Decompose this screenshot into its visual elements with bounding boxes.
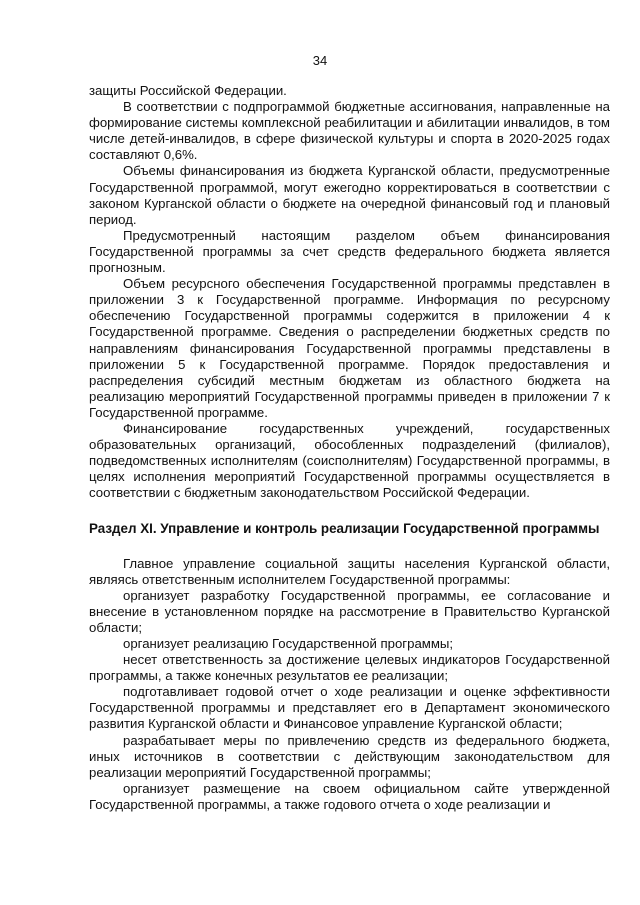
paragraph: организует размещение на своем официальном сайте утвержденной Государственной программы, а также годового отчета о ходе реализации и bbox=[89, 780, 610, 812]
paragraph: В соответствии с подпрограммой бюджетные ассигнования, направленные на формирование системы комплексной реабилитации и абилитации инвалидов, в том числе детей-инвалидов, в сфере физической культуры и спорта в 2020-2025 годах составляют 0,6%. bbox=[89, 99, 610, 163]
page-number: 34 bbox=[312, 53, 328, 68]
paragraph: Главное управление социальной защиты населения Курганской области, являясь ответственным исполнителем Государственной программы: bbox=[89, 555, 610, 587]
paragraph: подготавливает годовой отчет о ходе реализации и оценке эффективности Государственной программы и представляет его в Департамент экономического развития Курганской области и Финансовое управление Курганской области; bbox=[89, 684, 610, 732]
paragraph: защиты Российской Федерации. bbox=[89, 83, 287, 98]
paragraph: Объемы финансирования из бюджета Курганской области, предусмотренные Государственной программой, могут ежегодно корректироваться в соответствии с законом Курганской области о бюджете на очередной финансовый год и плановый период. bbox=[89, 163, 610, 227]
section-heading: Раздел XI. Управление и контроль реализации Государственной программы bbox=[89, 521, 600, 537]
paragraph: Финансирование государственных учреждений, государственных образовательных организаций, обособленных подразделений (филиалов), подведомственных исполнителям (соисполнителям) Государственной программы, в целях исполнения мероприятий Государственной программы осуществляется в соответствии с бюджетным законодательством Российской Федерации. bbox=[89, 420, 610, 501]
paragraph: Предусмотренный настоящим разделом объем финансирования Государственной программы за счет средств федерального бюджета является прогнозным. bbox=[89, 227, 610, 276]
paragraph: организует разработку Государственной программы, ее согласование и внесение в установленном порядке на рассмотрение в Правительство Курганской области; bbox=[89, 587, 610, 635]
paragraph: организует реализацию Государственной программы; bbox=[123, 636, 454, 651]
paragraph: Объем ресурсного обеспечения Государственной программы представлен в приложении 3 к Государственной программе. Информация по ресурсному обеспечению Государственной программы содержится в приложении 4 к Государственной программе. Сведения о распределении бюджетных средств по направлениям финансирования Государственной программы представлены в приложении 5 к Государственной программе. Порядок предоставления и распределения субсидий местным бюджетам из областного бюджета на реализацию мероприятий Государственной программы приведен в приложении 7 к Государственной программе. bbox=[89, 276, 610, 420]
paragraph: разрабатывает меры по привлечению средств из федерального бюджета, иных источников в соответствии с действующим законодательством для реализации мероприятий Государственной программы; bbox=[89, 732, 610, 780]
paragraph: несет ответственность за достижение целевых индикаторов Государственной программы, а также конечных результатов ее реализации; bbox=[89, 652, 610, 684]
document-body bbox=[89, 83, 610, 813]
